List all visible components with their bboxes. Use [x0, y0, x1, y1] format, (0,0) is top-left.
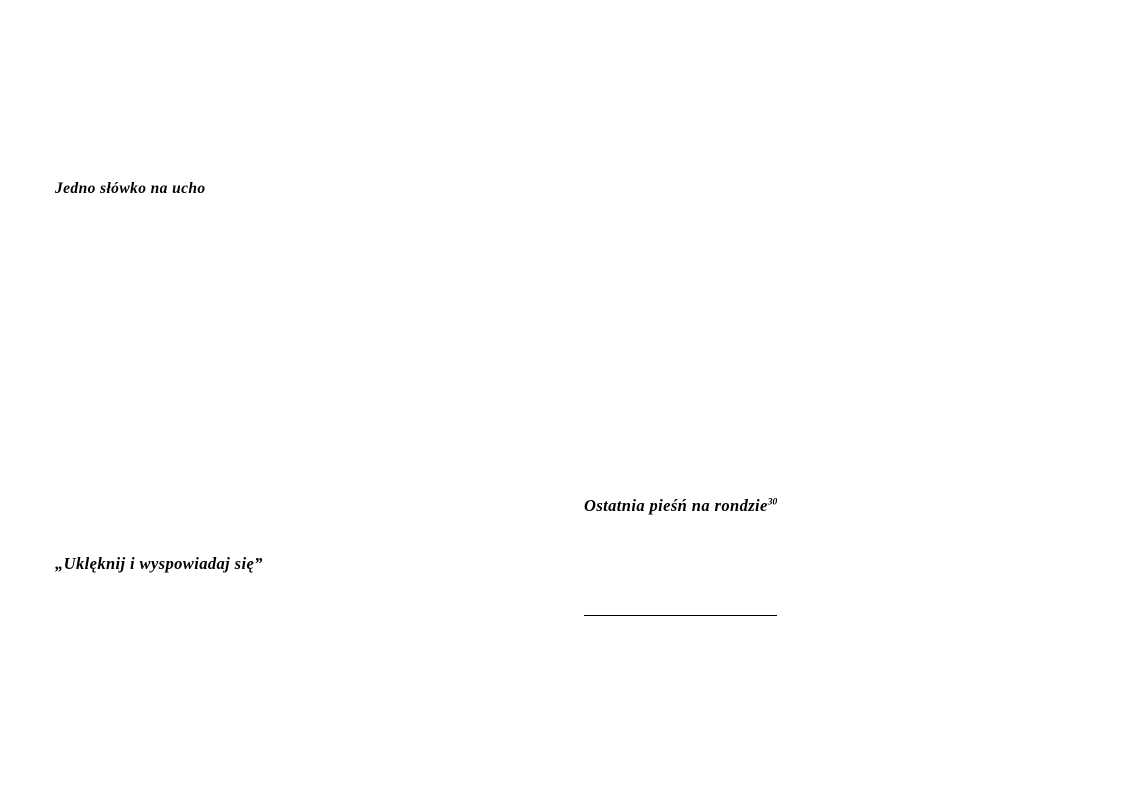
heading-ukleknij-i-wyspowiadaj-sie: „Uklęknij i wyspowiadaj się” [55, 554, 263, 573]
footnote-marker-30: 30 [767, 497, 778, 508]
heading-ostatnia-piesn-na-rondzie [584, 496, 777, 516]
heading-jedno-slowko-na-ucho: Jedno słówko na ucho [55, 180, 206, 197]
footnote-separator-rule [584, 615, 777, 616]
heading-ostatnia-piesn-text: Ostatnia pieśń na rondzie [584, 496, 768, 515]
